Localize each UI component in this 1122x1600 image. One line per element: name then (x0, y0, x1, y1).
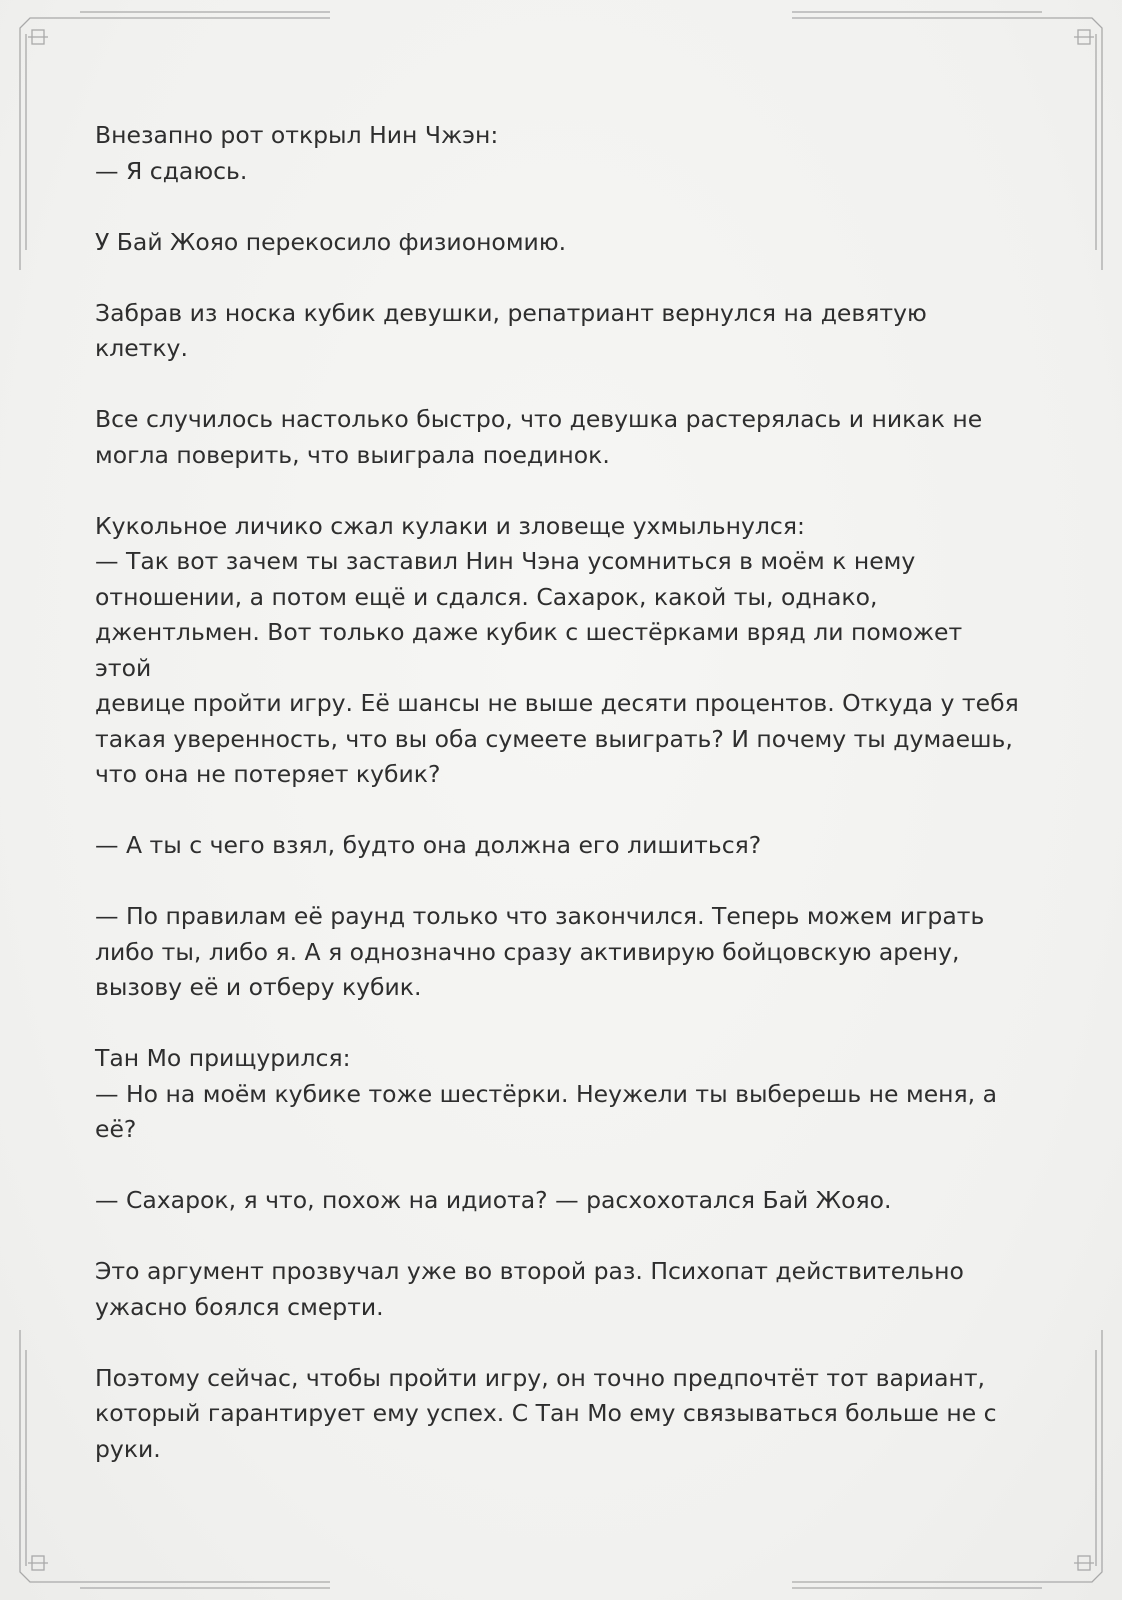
text-line: который гарантирует ему успех. С Тан Мо ему связываться больше не с (95, 1399, 997, 1427)
paragraph-5 (95, 509, 1025, 793)
text-line: что она не потеряет кубик? (95, 760, 441, 788)
text-line: отношении, а потом ещё и сдался. Сахарок, какой ты, однако, (95, 582, 878, 611)
text-line: Все случилось настолько быстро, что девушка растерялась и никак не (95, 405, 983, 433)
text-line: У Бай Жояо перекосило физиономию. (95, 227, 567, 256)
text-line: вызову её и отберу кубик. (95, 973, 422, 1001)
paragraph-6 (95, 828, 1025, 864)
text-line: Забрав из носка кубик девушки, репатриант вернулся на девятую клетку. (95, 298, 927, 362)
text-line: Тан Мо прищурился: (95, 1044, 351, 1072)
story-text (95, 118, 1025, 1503)
text-line: Внезапно рот открыл Нин Чжэн: (95, 121, 499, 149)
text-line: — По правилам её раунд только что закончился. Теперь можем играть (95, 902, 985, 930)
paragraph-10 (95, 1254, 1025, 1325)
text-line: её? (95, 1115, 137, 1143)
text-line: могла поверить, что выиграла поединок. (95, 440, 610, 469)
text-line: Это аргумент прозвучал уже во второй раз. Психопат действительно (95, 1257, 964, 1285)
paragraph-9 (95, 1183, 1025, 1219)
text-line: Кукольное личико сжал кулаки и зловеще ухмыльнулся: (95, 511, 805, 540)
paragraph-7 (95, 899, 1025, 1006)
paragraph-3 (95, 296, 1025, 367)
text-line: — Так вот зачем ты заставил Нин Чэна усомниться в моём к нему (95, 547, 916, 575)
text-line: девице пройти игру. Её шансы не выше десяти процентов. Откуда у тебя (95, 689, 1019, 717)
text-line: руки. (95, 1434, 161, 1463)
text-line: — Но на моём кубике тоже шестёрки. Неужели ты выберешь не меня, а (95, 1079, 998, 1108)
paragraph-2 (95, 225, 1025, 261)
text-line: ужасно боялся смерти. (95, 1292, 384, 1321)
paragraph-8 (95, 1041, 1025, 1148)
text-line: джентльмен. Вот только даже кубик с шестёрками вряд ли поможет этой (95, 618, 963, 682)
paragraph-4 (95, 402, 1025, 473)
text-line: — Я сдаюсь. (95, 156, 248, 185)
paragraph-1 (95, 118, 1025, 189)
text-line: — А ты с чего взял, будто она должна его лишиться? (95, 831, 762, 859)
text-line: либо ты, либо я. А я однозначно сразу активирую бойцовскую арену, (95, 937, 960, 966)
paragraph-11 (95, 1361, 1025, 1468)
text-line: — Сахарок, я что, похож на идиота? — расхохотался Бай Жояо. (95, 1186, 892, 1214)
text-line: Поэтому сейчас, чтобы пройти игру, он точно предпочтёт тот вариант, (95, 1363, 986, 1392)
text-line: такая уверенность, что вы оба сумеете выиграть? И почему ты думаешь, (95, 724, 1013, 753)
